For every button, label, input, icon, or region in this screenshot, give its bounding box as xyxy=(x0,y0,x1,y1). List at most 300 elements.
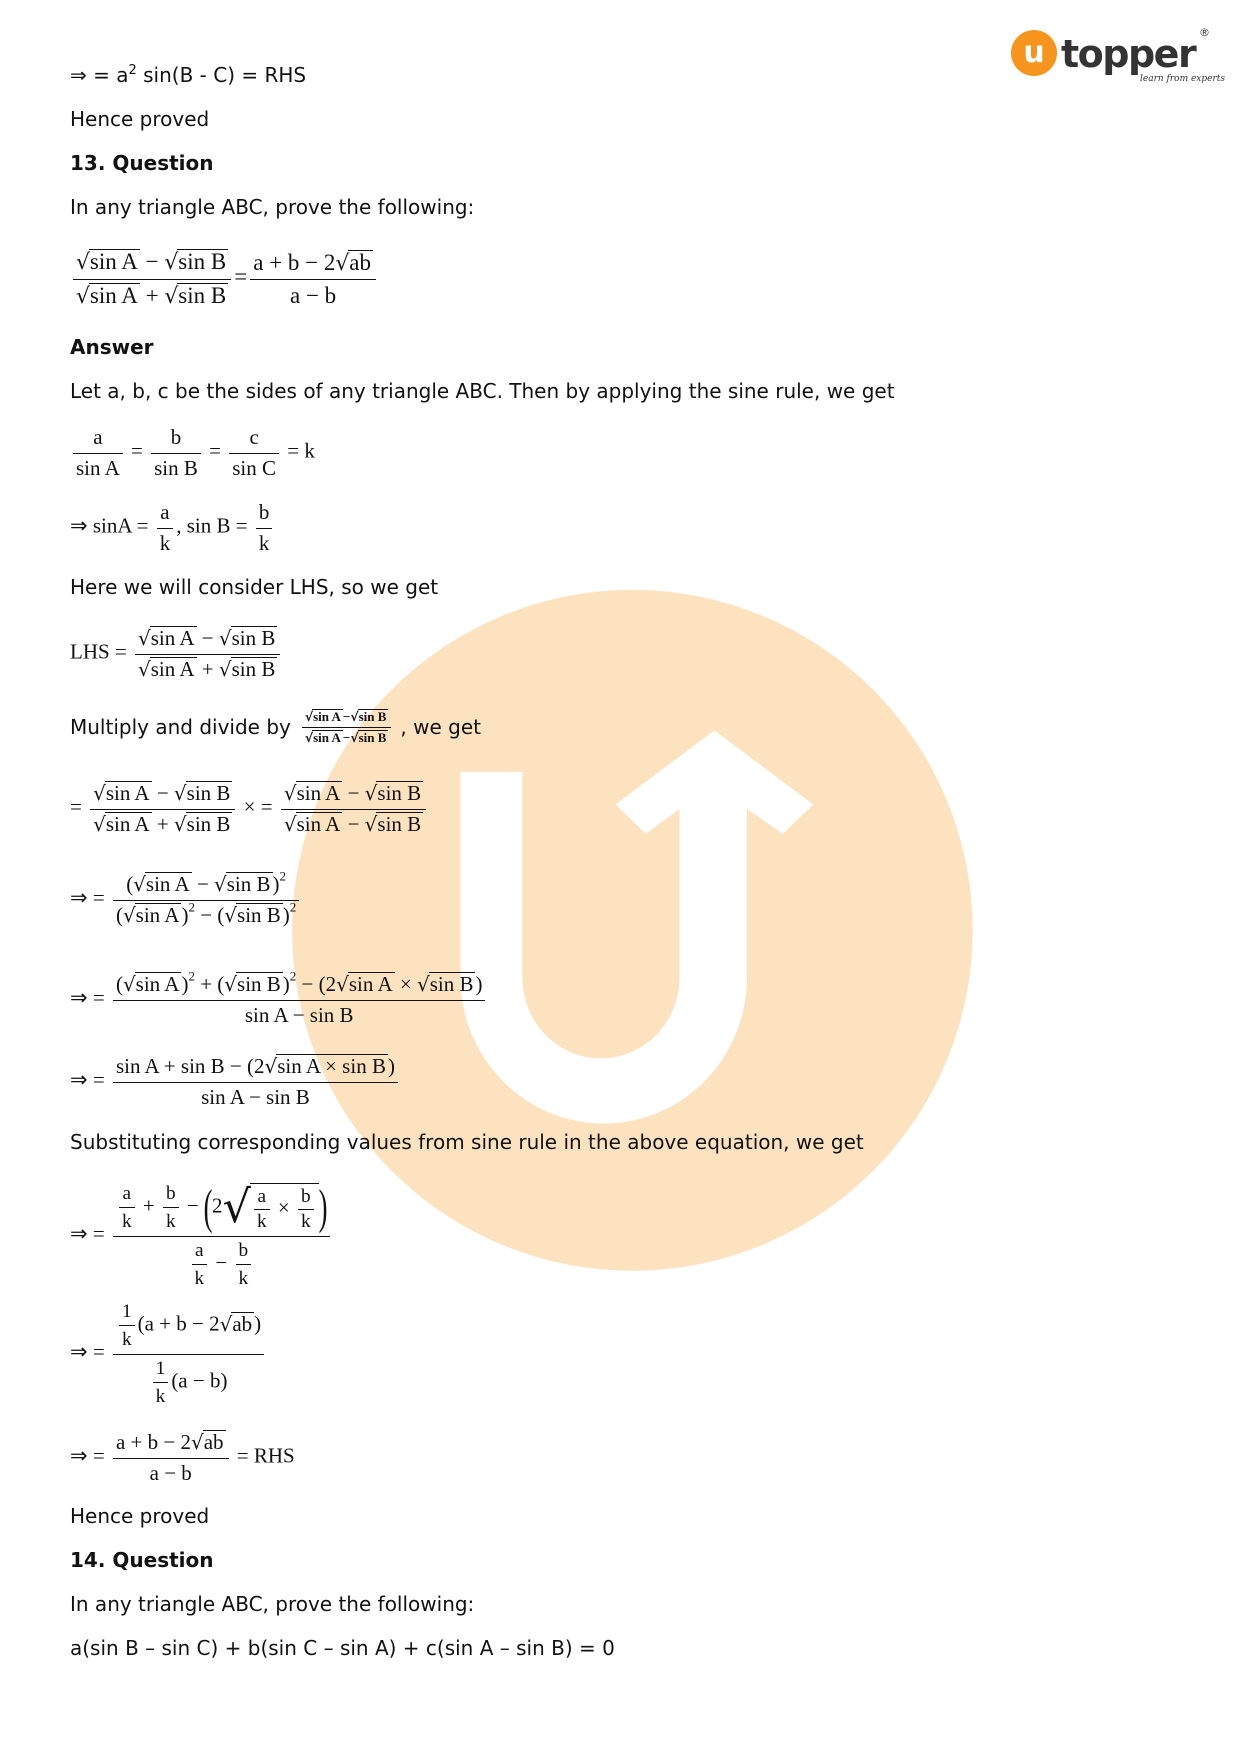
math-expression xyxy=(70,626,283,681)
radicand xyxy=(376,781,423,804)
square-root xyxy=(350,709,388,725)
math-expression xyxy=(70,248,379,309)
radicand xyxy=(348,250,373,275)
math-text: + xyxy=(139,282,165,308)
math-text: − xyxy=(210,1249,233,1274)
fraction xyxy=(90,781,235,836)
math-text: sin C xyxy=(232,455,276,480)
fraction-denominator xyxy=(119,1326,135,1351)
math-text: = xyxy=(203,438,227,463)
math-text: 1 xyxy=(121,1301,132,1323)
radicand xyxy=(150,657,197,680)
square-root xyxy=(219,657,277,682)
answer-heading: Answer xyxy=(70,335,154,359)
radicand xyxy=(429,972,476,995)
math-text: − xyxy=(139,249,165,275)
math-text: − xyxy=(342,729,351,745)
fraction-numerator xyxy=(236,1239,252,1265)
radicand xyxy=(186,781,233,804)
math-expression xyxy=(70,868,302,927)
math-text: a xyxy=(122,1183,132,1205)
question-14-heading: 14. Question xyxy=(70,1548,214,1572)
hence-proved: Hence proved xyxy=(70,1504,210,1528)
math-text: a xyxy=(93,425,103,450)
radicand xyxy=(231,657,278,680)
fraction-denominator xyxy=(153,1383,169,1408)
fraction-numerator xyxy=(302,709,392,728)
radical-sign-icon: √ xyxy=(190,1430,204,1455)
radicand xyxy=(376,812,423,835)
math-text: ⇒ = xyxy=(70,1339,110,1364)
math-text: c xyxy=(249,425,259,450)
math-text: = RHS xyxy=(231,1443,295,1468)
math-text: sin B xyxy=(237,902,281,927)
radical-sign-icon: √ xyxy=(336,972,349,997)
radicand xyxy=(296,781,343,804)
fraction-numerator xyxy=(157,500,174,528)
math-text: = xyxy=(125,438,149,463)
fraction-denominator xyxy=(302,728,392,746)
radicand xyxy=(250,1183,319,1233)
radical-sign-icon: √ xyxy=(222,1181,251,1234)
square-root xyxy=(365,812,423,837)
math-text: − ( xyxy=(194,902,225,927)
fraction-numerator xyxy=(254,1187,270,1210)
fraction-denominator xyxy=(113,1459,229,1486)
step-7-equation xyxy=(70,1428,295,1488)
radical-sign-icon: √ xyxy=(93,811,106,836)
math-text: 2 xyxy=(212,1193,223,1218)
square-root xyxy=(191,1430,226,1455)
math-text: a xyxy=(160,500,170,525)
radicand xyxy=(135,903,182,926)
radicand xyxy=(177,283,228,308)
radical-sign-icon: √ xyxy=(364,811,378,836)
math-text: ⇒ = xyxy=(70,885,110,910)
math-text: a xyxy=(257,1186,267,1208)
math-text: sin A × sin B xyxy=(277,1054,386,1079)
math-text: b xyxy=(300,1186,311,1208)
math-text: − xyxy=(191,872,215,897)
math-text: − xyxy=(342,811,365,836)
consider-lhs-text: Here we will consider LHS, so we get xyxy=(70,575,439,599)
math-expression xyxy=(70,968,488,1027)
math-text: k xyxy=(121,1211,132,1233)
fraction-denominator xyxy=(90,810,235,837)
fraction-denominator xyxy=(281,810,426,837)
step-4-equation xyxy=(70,1052,401,1112)
math-expression xyxy=(70,500,275,555)
radicand xyxy=(236,903,283,926)
math-text: × = xyxy=(238,794,278,819)
radicand xyxy=(203,1430,226,1453)
radicand xyxy=(226,872,273,895)
math-text: k xyxy=(155,1385,166,1407)
math-text: k xyxy=(256,1211,267,1233)
square-root xyxy=(76,282,140,310)
question-13-prompt: In any triangle ABC, prove the following: xyxy=(70,195,475,219)
math-text: a − b xyxy=(149,1460,192,1485)
fraction-numerator xyxy=(73,425,123,453)
square-root xyxy=(93,781,151,806)
math-text: ⇒ = xyxy=(70,1443,110,1468)
radical-sign-icon: √ xyxy=(138,626,151,651)
math-text: sin A xyxy=(296,811,341,836)
previous-conclusion xyxy=(70,63,306,87)
radicand xyxy=(177,249,228,274)
radicand xyxy=(89,283,140,308)
math-expression xyxy=(70,425,315,480)
fraction xyxy=(113,968,486,1027)
radical-sign-icon: √ xyxy=(214,872,227,897)
fraction xyxy=(250,249,376,310)
radical-sign-icon: √ xyxy=(364,781,378,806)
square-root xyxy=(174,812,232,837)
step-6-equation xyxy=(70,1301,267,1407)
lhs-equation xyxy=(70,624,283,684)
fraction-numerator xyxy=(151,425,201,453)
radicand xyxy=(348,972,395,995)
math-text: a − b xyxy=(289,282,337,308)
fraction-denominator xyxy=(254,1210,270,1232)
radicand xyxy=(105,812,152,835)
math-expression xyxy=(70,1054,401,1109)
radicand xyxy=(276,1054,388,1077)
multiply-text: Multiply and divide by xyxy=(70,715,291,739)
square-root xyxy=(138,657,196,682)
multiply-text-end: , we get xyxy=(400,715,481,739)
math-text: LHS xyxy=(70,639,110,664)
math-text: k xyxy=(159,530,171,555)
radical-sign-icon: √ xyxy=(173,811,187,836)
radicand xyxy=(312,709,343,724)
fraction-denominator xyxy=(163,1208,179,1233)
step-2-equation xyxy=(70,860,302,940)
math-text: sin B xyxy=(231,656,276,681)
math-text: sin B xyxy=(178,282,227,308)
fraction xyxy=(113,1054,398,1109)
radical-sign-icon: √ xyxy=(304,730,314,745)
radicand xyxy=(145,872,192,895)
fraction xyxy=(298,1187,314,1233)
watermark-circle xyxy=(289,590,973,1271)
math-text: ) xyxy=(475,972,483,997)
square-root xyxy=(305,709,343,725)
math-expression xyxy=(70,1182,333,1290)
fraction-denominator xyxy=(113,1355,264,1408)
superscript xyxy=(290,899,297,914)
fraction xyxy=(135,626,280,681)
math-text: = xyxy=(109,639,133,664)
fraction-denominator xyxy=(157,529,174,556)
fraction-numerator xyxy=(113,1182,330,1236)
math-expression xyxy=(70,1430,295,1485)
fraction-denominator xyxy=(113,1237,330,1290)
math-text: ab xyxy=(349,249,371,275)
fraction xyxy=(254,1187,270,1233)
radical-sign-icon: √ xyxy=(264,1054,278,1079)
sine-rule-equation xyxy=(70,423,315,483)
math-text: sin B xyxy=(377,811,422,836)
radicand xyxy=(231,626,278,649)
fraction-numerator xyxy=(163,1182,179,1208)
square-root xyxy=(220,1312,255,1337)
square-root xyxy=(123,903,181,928)
math-text: × xyxy=(272,1195,295,1220)
fraction-numerator xyxy=(90,781,235,809)
math-text: ) xyxy=(254,1311,262,1336)
math-text: sin A xyxy=(145,872,190,897)
fraction-numerator xyxy=(153,1357,169,1383)
math-text: sin A − sin B xyxy=(201,1084,310,1109)
fraction xyxy=(163,1182,179,1233)
logo-badge-icon xyxy=(1011,30,1057,76)
fraction xyxy=(113,1430,229,1485)
fraction-denominator xyxy=(113,1001,486,1028)
math-text: 2 xyxy=(289,899,297,915)
radical-sign-icon: √ xyxy=(164,250,179,276)
fraction-numerator xyxy=(281,781,426,809)
math-text: − xyxy=(342,708,351,724)
math-text: + xyxy=(137,1193,160,1218)
fraction xyxy=(119,1182,135,1233)
radical-sign-icon: √ xyxy=(122,902,136,927)
square-root xyxy=(284,781,342,806)
square-root xyxy=(336,972,394,997)
radicand xyxy=(358,730,389,745)
multiply-factor xyxy=(299,709,395,746)
math-text: ab xyxy=(203,1430,224,1455)
step-1-equation xyxy=(70,779,429,839)
square-root xyxy=(138,626,196,651)
math-text: ⇒ = xyxy=(70,985,110,1010)
fraction-numerator xyxy=(113,868,299,900)
fraction xyxy=(192,1239,208,1290)
math-text: k xyxy=(300,1211,311,1233)
math-text: k xyxy=(165,1211,176,1233)
radical-sign-icon: √ xyxy=(76,283,90,309)
radical-sign-icon: √ xyxy=(138,656,151,681)
square-root xyxy=(223,1183,319,1233)
fraction-numerator xyxy=(73,248,231,279)
math-text: ) xyxy=(282,902,290,927)
math-text: = xyxy=(131,513,154,538)
math-text: ) xyxy=(181,902,189,927)
math-text: a + b − 2 xyxy=(253,249,336,275)
fraction-numerator xyxy=(298,1187,314,1210)
math-text: sin A xyxy=(135,972,180,997)
math-text: a xyxy=(195,1239,204,1261)
square-root xyxy=(335,249,373,277)
math-text: + xyxy=(196,656,219,681)
logo-registered-mark: ® xyxy=(1199,26,1210,39)
math-text: = xyxy=(230,513,253,538)
square-root xyxy=(365,781,423,806)
fraction-numerator xyxy=(135,626,280,654)
fraction xyxy=(236,1239,252,1290)
math-text: sin A xyxy=(313,708,341,724)
math-text: − xyxy=(342,781,365,806)
conclusion-text-end: sin(B - C) = RHS xyxy=(136,63,307,87)
math-text: ( xyxy=(126,872,134,897)
math-text: b xyxy=(238,1239,249,1261)
large-parenthesis: ) xyxy=(318,1180,328,1234)
radical-sign-icon: √ xyxy=(133,872,146,897)
math-text: ab xyxy=(232,1311,253,1336)
fraction-numerator xyxy=(250,249,376,280)
fraction-numerator xyxy=(119,1300,135,1326)
math-text: = xyxy=(234,264,248,290)
logo-badge-letter: u xyxy=(1023,35,1045,70)
math-text: , sin B xyxy=(176,513,231,538)
square-root xyxy=(133,872,191,897)
math-text: = xyxy=(70,794,88,819)
square-root xyxy=(123,972,181,997)
logo-tagline: learn from experts xyxy=(1140,74,1226,84)
square-root xyxy=(224,903,282,928)
fraction-numerator xyxy=(113,968,486,1000)
substitute-text: Substituting corresponding values from sine rule in the above equation, we get xyxy=(70,1130,864,1154)
fraction xyxy=(229,425,279,480)
math-text: sin A xyxy=(89,249,138,275)
radical-sign-icon: √ xyxy=(76,250,90,276)
fraction-denominator xyxy=(298,1210,314,1232)
fraction-denominator xyxy=(73,454,123,481)
math-text: ) xyxy=(282,972,290,997)
large-parenthesis: ( xyxy=(203,1180,213,1234)
fraction-numerator xyxy=(192,1239,208,1265)
square-root xyxy=(164,282,228,310)
math-text: 1 xyxy=(155,1357,166,1379)
math-text: sin A xyxy=(150,656,195,681)
math-text: × xyxy=(394,972,417,997)
step-5-equation xyxy=(70,1176,333,1296)
math-text: k xyxy=(258,530,270,555)
math-text: 2 xyxy=(188,899,195,915)
square-root xyxy=(214,872,272,897)
fraction-denominator xyxy=(135,655,280,682)
math-text: sin B xyxy=(186,811,231,836)
radicand xyxy=(135,972,182,995)
math-text: 2 xyxy=(279,868,287,884)
square-root xyxy=(174,781,232,806)
math-text: 2 xyxy=(289,968,297,984)
math-text: + xyxy=(151,811,174,836)
fraction-numerator xyxy=(113,1430,229,1458)
square-root xyxy=(350,730,388,746)
fraction xyxy=(151,425,201,480)
square-root xyxy=(224,972,282,997)
math-text: ) xyxy=(272,872,280,897)
conclusion-text: ⇒ = a xyxy=(70,63,129,87)
fraction xyxy=(281,781,426,836)
math-text: (a + b − 2 xyxy=(137,1311,220,1336)
math-text: ) xyxy=(181,972,189,997)
radicand xyxy=(296,812,343,835)
math-text: − xyxy=(181,1193,204,1218)
radicand xyxy=(150,626,197,649)
fraction xyxy=(256,500,273,555)
fraction xyxy=(153,1357,169,1408)
math-text: sin B xyxy=(237,972,281,997)
sine-values-equation xyxy=(70,498,275,558)
radicand xyxy=(312,730,343,745)
radical-sign-icon: √ xyxy=(283,811,297,836)
math-text: sin A xyxy=(105,811,150,836)
fraction-numerator xyxy=(113,1300,264,1354)
fraction-denominator xyxy=(73,280,231,310)
radical-sign-icon: √ xyxy=(416,972,430,997)
radical-sign-icon: √ xyxy=(335,250,350,276)
math-text: ( xyxy=(115,972,123,997)
math-text: sin A + sin B − (2 xyxy=(115,1054,265,1079)
fraction-denominator xyxy=(119,1208,135,1233)
math-text: b xyxy=(170,425,182,450)
question-13-statement xyxy=(70,239,379,319)
fraction-numerator xyxy=(119,1182,135,1208)
math-text: sin A xyxy=(105,781,150,806)
math-text: − (2 xyxy=(296,972,337,997)
superscript xyxy=(280,869,287,884)
math-text: sin A xyxy=(313,729,341,745)
answer-intro: Let a, b, c be the sides of any triangle ABC. Then by applying the sine rule, we get xyxy=(70,379,895,403)
math-text: sin B xyxy=(226,872,271,897)
conclusion-exponent: 2 xyxy=(128,63,137,78)
radical-sign-icon: √ xyxy=(350,730,359,745)
math-text: (a − b) xyxy=(171,1367,228,1392)
math-expression xyxy=(70,1300,267,1408)
radical-sign-icon: √ xyxy=(173,781,187,806)
fraction xyxy=(302,709,392,746)
math-text: sin B xyxy=(178,249,227,275)
radical-sign-icon: √ xyxy=(350,709,359,724)
math-text: sin A − sin B xyxy=(244,1002,354,1027)
question-14-prompt: In any triangle ABC, prove the following: xyxy=(70,1592,475,1616)
fraction xyxy=(119,1300,135,1351)
fraction-denominator xyxy=(113,1083,398,1110)
question-13-heading: 13. Question xyxy=(70,151,214,175)
fraction-denominator xyxy=(250,280,376,310)
math-text: sin A xyxy=(89,282,138,308)
radicand xyxy=(89,249,140,274)
math-text: sin A xyxy=(348,972,393,997)
math-text: a + b − 2 xyxy=(115,1430,191,1455)
fraction xyxy=(157,500,174,555)
math-text: sin B xyxy=(429,972,474,997)
math-text: sin A xyxy=(135,902,180,927)
square-root xyxy=(265,1054,388,1079)
math-text: = k xyxy=(281,438,315,463)
fraction xyxy=(113,1182,330,1290)
math-text: ( xyxy=(115,902,123,927)
square-root xyxy=(305,730,343,746)
math-text: − xyxy=(196,626,219,651)
math-text: sin B xyxy=(186,781,231,806)
math-text: sin B xyxy=(231,626,276,651)
math-text: sin A xyxy=(150,626,195,651)
math-text: sin B xyxy=(358,729,387,745)
radical-sign-icon: √ xyxy=(219,1311,233,1336)
math-text: sin B xyxy=(358,708,387,724)
fraction-denominator xyxy=(256,529,273,556)
math-text: k xyxy=(121,1329,132,1351)
fraction-denominator xyxy=(151,454,201,481)
math-text: sin B xyxy=(377,781,422,806)
fraction xyxy=(73,248,231,309)
hence-proved-previous: Hence proved xyxy=(70,107,210,131)
fraction-numerator xyxy=(229,425,279,453)
square-root xyxy=(284,812,342,837)
